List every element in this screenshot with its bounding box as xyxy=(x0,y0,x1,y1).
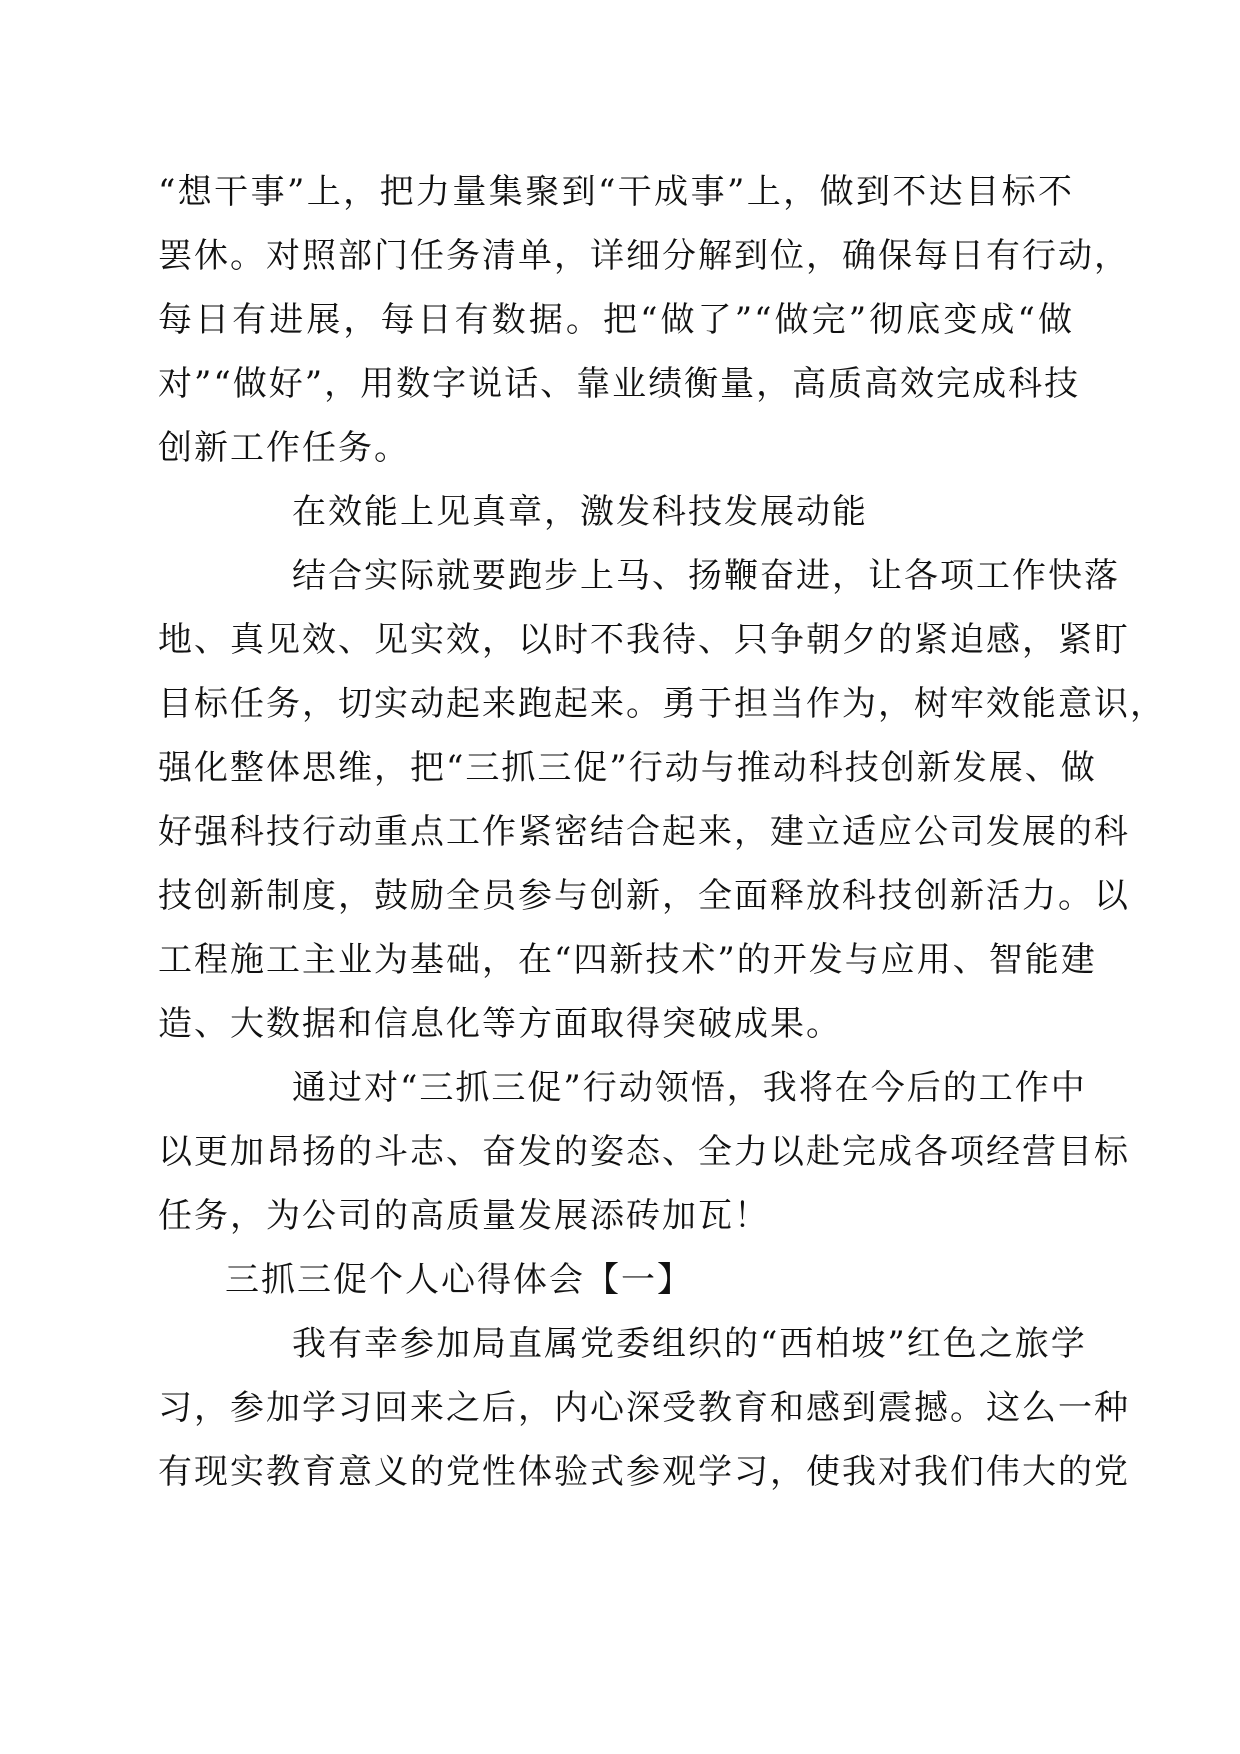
paragraph-start-line: 我有幸参加局直属党委组织的“西柏坡”红色之旅学 xyxy=(292,1324,1087,1364)
body-text-line-3: 每日有进展，每日有数据。把“做了”“做完”彻底变成“做 xyxy=(158,300,1074,340)
section-heading: 在效能上见真章，激发科技发展动能 xyxy=(292,492,868,532)
body-text-line-19: 习，参加学习回来之后，内心深受教育和感到震撼。这么一种 xyxy=(158,1388,1130,1428)
body-text-line-15: 以更加昂扬的斗志、奋发的姿态、全力以赴完成各项经营目标 xyxy=(158,1132,1130,1172)
body-text-line-9: 强化整体思维，把“三抓三促”行动与推动科技创新发展、做 xyxy=(158,748,1097,788)
body-text-line-7: 地、真见效、见实效，以时不我待、只争朝夕的紧迫感，紧盯 xyxy=(158,620,1130,660)
body-text-line-8: 目标任务，切实动起来跑起来。勇于担当作为，树牢效能意识， xyxy=(158,684,1166,724)
body-text-line-13: 造、大数据和信息化等方面取得突破成果。 xyxy=(158,1004,842,1044)
paragraph-start-line: 通过对“三抓三促”行动领悟，我将在今后的工作中 xyxy=(292,1068,1087,1108)
body-text-line-4: 对”“做好”，用数字说话、靠业绩衡量，高质高效完成科技 xyxy=(158,364,1081,404)
body-text-line-12: 工程施工主业为基础，在“四新技术”的开发与应用、智能建 xyxy=(158,940,1097,980)
body-text-line-5: 创新工作任务。 xyxy=(158,428,410,468)
body-text-line-11: 技创新制度，鼓励全员参与创新，全面释放科技创新活力。以 xyxy=(158,876,1130,916)
paragraph-start-line: 结合实际就要跑步上马、扬鞭奋进，让各项工作快落 xyxy=(292,556,1120,596)
body-text-line-2: 罢休。对照部门任务清单，详细分解到位，确保每日有行动， xyxy=(158,236,1130,276)
body-text-line-10: 好强科技行动重点工作紧密结合起来，建立适应公司发展的科 xyxy=(158,812,1130,852)
body-text-line-1: “想干事”上，把力量集聚到“干成事”上，做到不达目标不 xyxy=(158,172,1074,212)
body-text-line-16: 任务，为公司的高质量发展添砖加瓦！ xyxy=(158,1196,770,1236)
section-title: 三抓三促个人心得体会【一】 xyxy=(225,1260,693,1300)
body-text-line-20: 有现实教育意义的党性体验式参观学习，使我对我们伟大的党 xyxy=(158,1452,1130,1492)
